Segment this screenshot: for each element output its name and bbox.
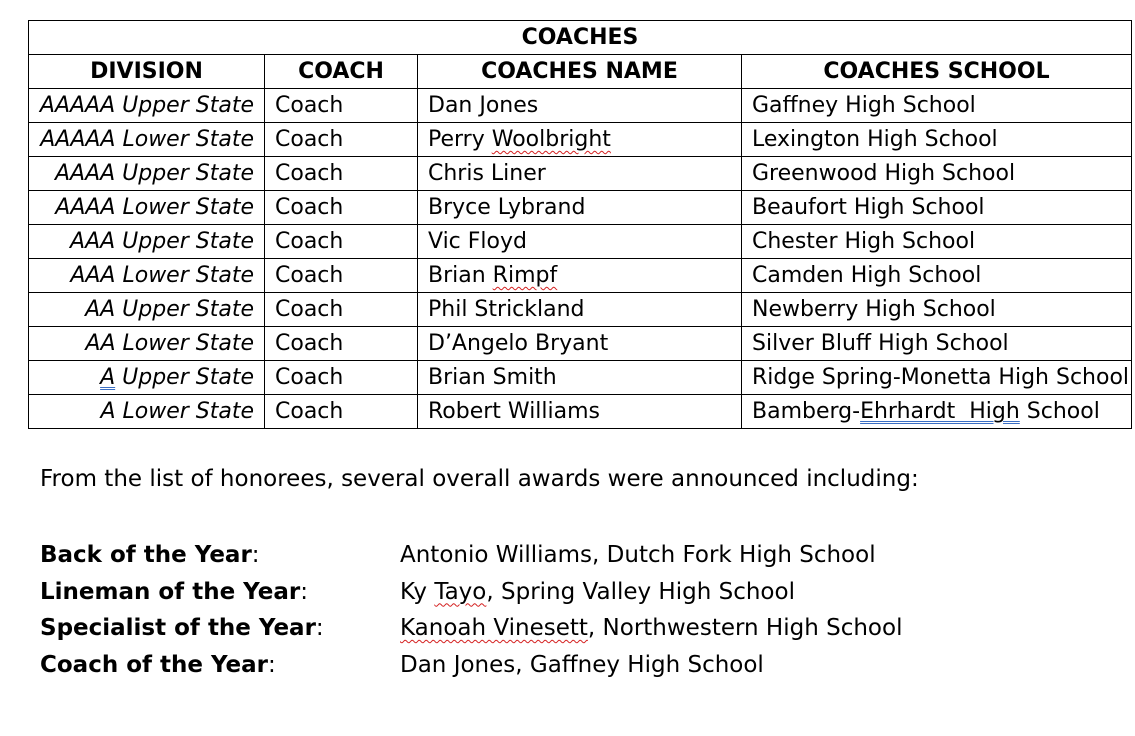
coach-cell: Coach <box>265 157 418 191</box>
name-cell: D’Angelo Bryant <box>418 327 742 361</box>
school-prefix: Bamberg- <box>752 399 861 424</box>
coach-cell: Coach <box>265 191 418 225</box>
coach-cell: Coach <box>265 123 418 157</box>
name-cell: Robert Williams <box>418 395 742 429</box>
coach-cell: Coach <box>265 89 418 123</box>
table-title: COACHES <box>29 21 1132 55</box>
division-rest: Upper State <box>115 365 254 390</box>
name-first: Brian <box>428 263 493 288</box>
school-cell: Greenwood High School <box>742 157 1132 191</box>
name-cell: Dan Jones <box>418 89 742 123</box>
school-cell <box>742 395 1132 429</box>
header-division: DIVISION <box>29 55 265 89</box>
coach-cell: Coach <box>265 395 418 429</box>
award-label: Coach of the Year: <box>40 651 276 678</box>
table-title-row <box>29 21 1132 55</box>
division-cell: AA Lower State <box>29 327 265 361</box>
spellcheck-word: Rimpf <box>492 263 558 288</box>
division-cell: A Lower State <box>29 395 265 429</box>
awards-list <box>40 537 902 683</box>
coach-cell: Coach <box>265 225 418 259</box>
name-cell: Brian Smith <box>418 361 742 395</box>
school-cell: Lexington High School <box>742 123 1132 157</box>
coach-cell: Coach <box>265 293 418 327</box>
coaches-table <box>28 20 1132 429</box>
award-label: Back of the Year: <box>40 542 260 568</box>
name-cell <box>418 259 742 293</box>
grammar-mark: Ehrhardt High <box>860 399 1020 424</box>
table-row <box>29 123 1132 157</box>
school-cell: Chester High School <box>742 225 1132 259</box>
table-row <box>29 361 1132 395</box>
table-row <box>29 395 1132 429</box>
name-cell: Bryce Lybrand <box>418 191 742 225</box>
name-cell: Chris Liner <box>418 157 742 191</box>
award-row <box>40 610 902 647</box>
award-value: Antonio Williams, Dutch Fork High School <box>400 542 876 568</box>
division-cell: AAAA Upper State <box>29 157 265 191</box>
table-row <box>29 293 1132 327</box>
table-row <box>29 89 1132 123</box>
award-row <box>40 537 902 574</box>
table-row <box>29 225 1132 259</box>
award-value: Dan Jones, Gaffney High School <box>400 651 764 678</box>
award-value: Ky Tayo, Spring Valley High School <box>400 578 795 605</box>
school-cell: Newberry High School <box>742 293 1132 327</box>
award-label: Lineman of the Year: <box>40 578 308 605</box>
spellcheck-word: Tayo <box>434 578 487 605</box>
coach-cell: Coach <box>265 259 418 293</box>
division-cell: AAA Upper State <box>29 225 265 259</box>
table-row <box>29 259 1132 293</box>
name-first: Perry <box>428 127 492 152</box>
header-coaches-name: COACHES NAME <box>418 55 742 89</box>
table-row <box>29 191 1132 225</box>
table-row <box>29 157 1132 191</box>
division-cell: AAAAA Upper State <box>29 89 265 123</box>
school-cell: Ridge Spring-Monetta High School <box>742 361 1132 395</box>
division-cell: AAAA Lower State <box>29 191 265 225</box>
table-header-row <box>29 55 1132 89</box>
division-cell: AA Upper State <box>29 293 265 327</box>
name-cell: Phil Strickland <box>418 293 742 327</box>
award-row <box>40 574 902 611</box>
name-cell <box>418 123 742 157</box>
award-label: Specialist of the Year: <box>40 615 324 641</box>
division-cell <box>29 361 265 395</box>
school-cell: Beaufort High School <box>742 191 1132 225</box>
school-cell: Camden High School <box>742 259 1132 293</box>
spellcheck-word: Kanoah Vinesett <box>400 615 588 641</box>
award-row <box>40 647 902 684</box>
spellcheck-word: Woolbright <box>491 127 611 152</box>
coach-cell: Coach <box>265 361 418 395</box>
header-coaches-school: COACHES SCHOOL <box>742 55 1132 89</box>
table-row <box>29 327 1132 361</box>
school-suffix: School <box>1019 399 1100 424</box>
name-cell: Vic Floyd <box>418 225 742 259</box>
intro-paragraph: From the list of honorees, several overall awards were announced including: <box>40 466 919 492</box>
division-cell: AAAAA Lower State <box>29 123 265 157</box>
award-value: Kanoah Vinesett, Northwestern High School <box>400 615 903 641</box>
header-coach: COACH <box>265 55 418 89</box>
school-cell: Gaffney High School <box>742 89 1132 123</box>
grammar-mark: A <box>100 365 116 390</box>
school-cell: Silver Bluff High School <box>742 327 1132 361</box>
division-cell: AAA Lower State <box>29 259 265 293</box>
coach-cell: Coach <box>265 327 418 361</box>
